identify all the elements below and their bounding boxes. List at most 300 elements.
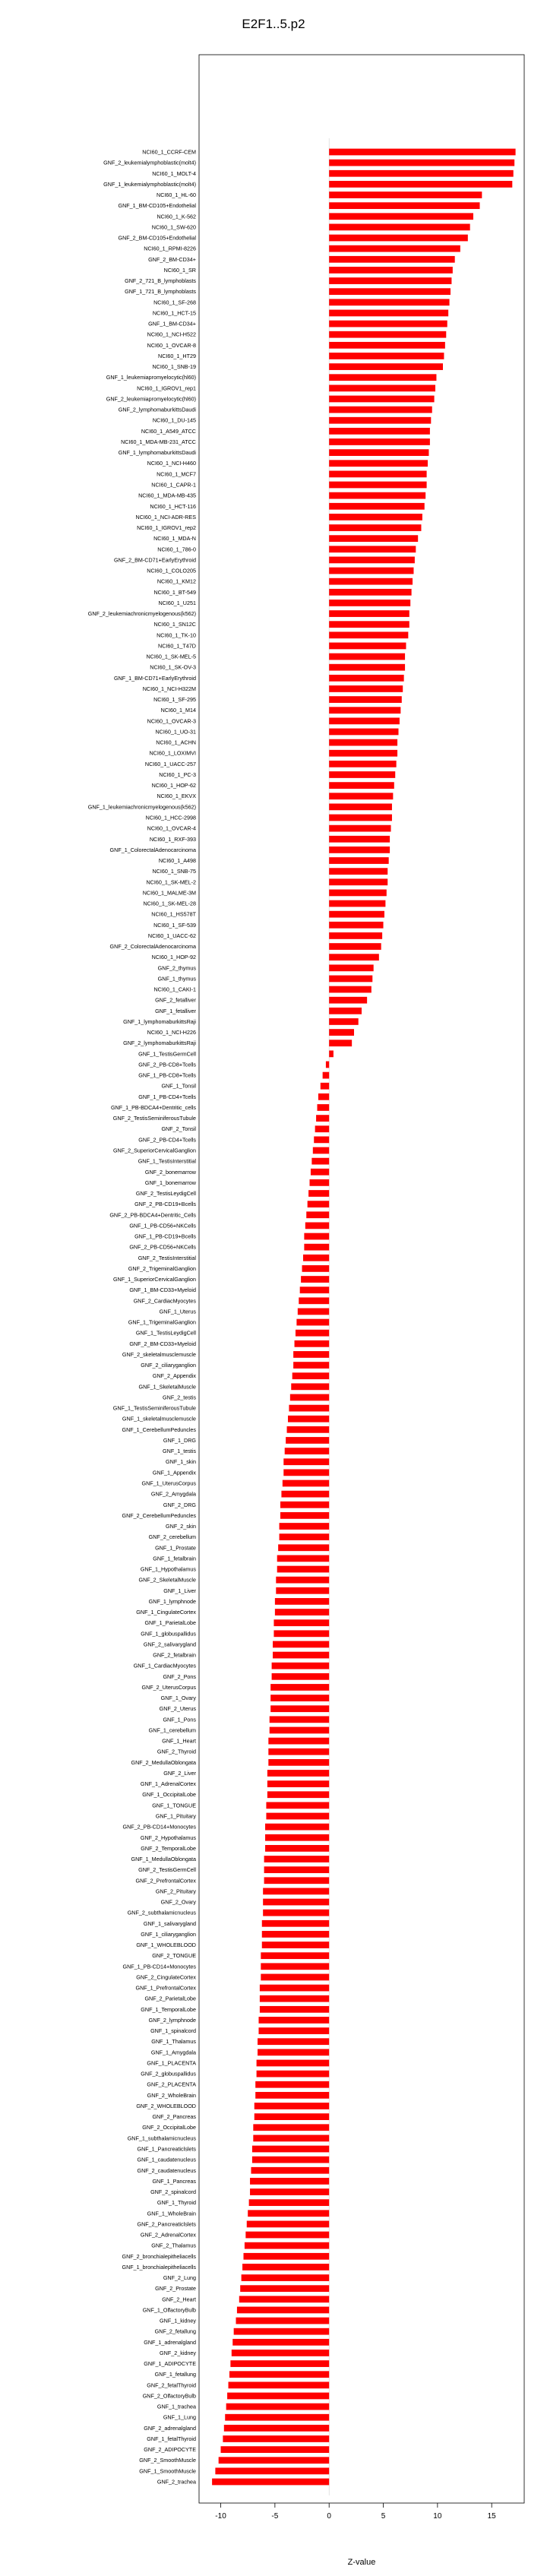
category-label-113: GNF_2_ciliaryganglion [141,1362,196,1369]
category-label-171: GNF_1_PrefrontalCortex [135,1984,196,1992]
bar-95 [311,1169,329,1176]
category-label-92: GNF_2_PB-CD4+Tcells [138,1136,196,1144]
category-label-74: GNF_2_ColorectalAdenocarcinoma [109,943,196,951]
category-label-82: NCI60_1_NCI-H226 [147,1029,196,1036]
category-label-40: NCI60_1_KM12 [157,578,196,585]
category-label-125: GNF_2_Amygdala [150,1490,196,1498]
bar-148 [268,1738,329,1745]
category-label-27: NCI60_1_MDA-MB-231_ATCC [121,438,196,445]
bar-2 [329,170,514,177]
category-label-195: GNF_2_Thalamus [151,2242,196,2249]
bar-17 [329,331,446,338]
category-label-211: GNF_1_Lung [163,2413,196,2421]
category-label-69: NCI60_1_MALME-3M [142,889,196,897]
bar-121 [285,1448,329,1454]
bar-12 [329,277,451,284]
category-label-159: GNF_1_MedullaOblongata [131,1856,196,1863]
category-label-6: NCI60_1_K-562 [157,213,196,220]
bar-177 [258,2049,329,2055]
category-label-165: GNF_1_salivarygland [143,1919,196,1927]
bar-13 [329,288,451,295]
bar-143 [270,1684,329,1691]
bar-74 [329,943,381,950]
category-label-64: NCI60_1_RXF-393 [149,835,196,843]
bar-92 [314,1136,329,1143]
bar-6 [329,213,473,220]
bar-180 [255,2081,329,2088]
category-label-49: GNF_1_BM-CD71+EarlyErythroid [113,674,196,682]
category-label-85: GNF_2_PB-CD8+Tcells [138,1061,196,1068]
bar-118 [288,1416,329,1422]
category-label-215: GNF_2_SmoothMuscle [139,2457,196,2464]
bar-114 [292,1372,330,1379]
bar-0 [329,149,515,156]
category-label-180: GNF_2_PLACENTA [147,2081,196,2088]
bar-115 [291,1383,329,1390]
bar-137 [274,1619,329,1626]
category-label-123: GNF_1_Appendix [152,1469,196,1476]
category-label-12: GNF_2_721_B_lymphoblasts [125,277,196,285]
bar-5 [329,202,479,209]
category-label-104: GNF_2_TrigeminalGanglion [128,1264,196,1272]
bar-104 [302,1265,330,1272]
bar-142 [272,1673,330,1680]
bar-97 [308,1190,329,1197]
bar-185 [253,2135,329,2141]
bar-170 [261,1974,329,1981]
bar-116 [290,1394,329,1401]
bar-29 [329,460,428,467]
bar-85 [326,1062,329,1068]
category-label-70: NCI60_1_SK-MEL-28 [143,900,196,907]
bar-58 [329,771,395,778]
bar-41 [329,589,411,596]
bar-99 [306,1211,329,1218]
bar-155 [266,1813,329,1820]
bar-152 [267,1780,329,1787]
bar-175 [258,2027,329,2034]
category-label-204: GNF_1_adrenalgland [144,2338,196,2346]
category-label-172: GNF_2_ParietalLobe [144,1995,196,2002]
category-label-95: GNF_2_bonemarrow [144,1168,196,1176]
bar-211 [225,2414,329,2421]
bar-162 [263,1888,329,1895]
bar-202 [236,2318,330,2324]
category-label-196: GNF_2_bronchialepitheliacells [122,2252,196,2260]
bar-10 [329,256,454,263]
bar-188 [251,2167,329,2174]
bar-208 [229,2381,330,2388]
category-label-187: GNF_1_caudatenucleus [137,2156,196,2163]
category-label-120: GNF_1_DRG [163,1436,196,1444]
category-label-97: GNF_2_TestisLeydigCell [135,1190,196,1198]
category-label-22: NCI60_1_IGROV1_rep1 [137,385,196,392]
category-label-48: NCI60_1_SK-OV-3 [150,663,196,671]
bar-195 [245,2242,329,2249]
category-label-28: GNF_1_lymphomaburkittsDaudi [118,449,196,457]
bar-159 [264,1856,330,1862]
category-label-193: GNF_2_Pancreaticlslets [137,2220,196,2228]
bar-157 [265,1834,329,1841]
category-label-137: GNF_1_ParietalLobe [144,1619,196,1627]
category-label-201: GNF_1_OlfactoryBulb [142,2306,196,2314]
bar-127 [280,1512,329,1519]
category-label-114: GNF_2_Appendix [152,1372,196,1380]
category-label-175: GNF_1_spinalcord [150,2027,196,2035]
bar-123 [283,1469,329,1476]
bar-109 [296,1319,329,1326]
bar-206 [230,2360,329,2367]
bar-205 [232,2350,329,2356]
bar-37 [329,546,416,552]
category-label-146: GNF_1_Pons [163,1716,196,1723]
category-label-127: GNF_2_CerebellumPeduncles [122,1511,196,1519]
bar-62 [329,815,392,821]
category-label-21: GNF_1_leukemiapromyelocytic(hl60) [106,374,196,381]
category-label-192: GNF_1_WholeBrain [147,2210,196,2217]
category-label-210: GNF_1_trachea [157,2403,196,2410]
x-tick-label-1: -5 [271,2512,279,2521]
bar-125 [281,1491,329,1498]
x-axis-label: Z-value [347,2558,376,2567]
category-label-198: GNF_2_Lung [163,2274,196,2282]
bar-90 [316,1115,329,1122]
category-label-78: NCI60_1_CAKI-1 [153,986,196,993]
category-label-214: GNF_2_ADIPOCYTE [144,2446,196,2454]
category-label-93: GNF_2_SuperiorCervicalGanglion [112,1147,196,1154]
bar-105 [301,1276,329,1283]
bar-71 [329,911,384,918]
category-label-80: GNF_1_fetalliver [155,1007,196,1014]
bar-75 [329,954,379,960]
bar-7 [329,224,470,231]
category-label-212: GNF_2_adrenalgland [144,2424,196,2432]
bar-63 [329,825,390,832]
bars-layer [212,138,515,2495]
category-label-167: GNF_1_WHOLEBLOOD [136,1941,196,1949]
category-label-151: GNF_2_Liver [163,1769,196,1777]
category-label-112: GNF_2_skeletalmusclemuscle [122,1350,196,1358]
bar-150 [268,1759,329,1766]
bar-45 [329,631,408,638]
bar-210 [226,2404,330,2410]
category-label-163: GNF_2_Ovary [160,1898,196,1906]
category-label-67: NCI60_1_SNB-75 [152,868,196,875]
category-label-71: NCI60_1_HS578T [151,910,196,918]
category-label-10: GNF_2_BM-CD34+ [148,255,196,263]
bar-158 [265,1845,329,1852]
category-label-58: NCI60_1_PC-3 [159,771,196,778]
bar-106 [300,1286,330,1293]
category-label-181: GNF_2_WholeBrain [147,2091,196,2099]
bar-209 [227,2393,329,2400]
bar-54 [329,729,398,736]
bar-132 [277,1566,329,1573]
category-label-36: NCI60_1_MDA-N [153,535,196,543]
category-label-23: GNF_2_leukemiapromyelocytic(hl60) [106,395,196,403]
bar-3 [329,181,512,188]
bar-111 [295,1340,330,1347]
category-label-184: GNF_2_OccipitalLobe [142,2124,196,2131]
bar-44 [329,621,409,628]
category-label-189: GNF_1_Pancreas [152,2177,196,2185]
category-label-174: GNF_2_lymphnode [148,2016,196,2024]
bar-53 [329,717,400,724]
bar-89 [318,1104,330,1111]
bar-102 [304,1244,329,1251]
category-label-109: GNF_1_TrigeminalGanglion [128,1318,196,1326]
category-label-149: GNF_2_Thyroid [157,1748,196,1755]
bar-81 [329,1018,359,1025]
bar-43 [329,610,409,617]
category-label-157: GNF_2_Hypothalamus [140,1834,196,1841]
category-label-168: GNF_2_TONGUE [152,1952,196,1960]
category-label-84: GNF_1_TestisGermCell [138,1050,196,1058]
bar-61 [329,803,392,810]
category-label-139: GNF_2_salivarygland [143,1641,196,1648]
bar-199 [240,2285,329,2292]
category-label-37: NCI60_1_786-0 [157,546,196,553]
bar-215 [219,2457,330,2464]
bar-113 [293,1362,329,1369]
bar-64 [329,836,390,843]
category-label-61: GNF_1_leukemiachronicmyelogenous(k562) [87,803,196,811]
category-label-3: GNF_1_leukemialymphoblastic(molt4) [103,180,196,188]
category-label-207: GNF_1_fetallung [154,2371,196,2378]
category-label-8: GNF_2_BM-CD105+Endothelial [118,234,196,242]
category-label-179: GNF_2_globuspallidus [141,2070,196,2078]
x-axis [215,2503,496,2521]
bar-56 [329,750,397,757]
bar-178 [257,2060,330,2067]
category-label-98: GNF_2_PB-CD19+Bcells [134,1201,196,1208]
category-label-62: NCI60_1_HCC-2998 [145,814,196,821]
category-label-177: GNF_1_Amygdala [150,2049,196,2056]
category-label-79: GNF_2_fetalliver [155,996,196,1004]
bar-76 [329,964,373,971]
bar-214 [221,2446,330,2453]
category-label-170: GNF_2_CingulateCortex [136,1973,196,1981]
bar-217 [212,2479,329,2486]
category-label-190: GNF_2_spinalcord [150,2188,196,2196]
category-label-105: GNF_1_SuperiorCervicalGanglion [112,1276,196,1283]
category-label-140: GNF_2_fetalbrain [153,1651,196,1659]
category-label-81: GNF_1_lymphomaburkittsRaji [123,1017,196,1025]
bar-86 [323,1072,330,1079]
x-tick-label-4: 10 [433,2512,442,2521]
bar-21 [329,374,436,381]
bar-176 [258,2038,329,2045]
bar-9 [329,245,460,252]
chart-title: E2F1..5.p2 [242,17,305,31]
bar-27 [329,438,430,445]
bar-196 [243,2253,329,2260]
category-label-150: GNF_2_MedullaOblongata [131,1758,196,1766]
bar-28 [329,449,428,456]
category-label-1: GNF_2_leukemialymphoblastic(molt4) [103,159,196,166]
bar-110 [296,1330,329,1337]
category-label-19: NCI60_1_HT29 [158,352,196,359]
bar-198 [242,2274,330,2281]
category-label-59: NCI60_1_HOP-62 [151,782,196,790]
category-label-183: GNF_2_Pancreas [152,2113,196,2121]
category-label-191: GNF_1_Thyroid [157,2199,196,2207]
category-label-133: GNF_2_SkeletalMuscle [138,1576,196,1584]
bar-84 [329,1050,334,1057]
category-label-173: GNF_1_TemporalLobe [141,2005,196,2013]
category-label-33: NCI60_1_HCT-116 [150,502,196,510]
bar-204 [232,2339,329,2346]
bar-70 [329,900,385,907]
bar-87 [321,1083,329,1090]
category-label-56: NCI60_1_LOXIMVI [149,749,196,757]
bar-8 [329,235,468,242]
category-label-15: NCI60_1_HCT-15 [152,309,196,317]
bar-73 [329,932,382,939]
category-label-65: GNF_1_ColorectalAdenocarcinoma [109,846,196,853]
bar-108 [298,1309,329,1315]
bar-68 [329,878,387,885]
bar-96 [310,1179,330,1186]
bar-193 [247,2221,329,2228]
category-label-128: GNF_2_skin [166,1523,196,1530]
bar-20 [329,363,443,370]
bar-201 [237,2307,329,2314]
bar-79 [329,997,367,1004]
category-label-17: NCI60_1_NCI-H522 [147,331,196,338]
category-label-121: GNF_1_testis [163,1448,196,1455]
category-label-75: NCI60_1_HOP-92 [151,954,196,961]
bar-140 [273,1652,329,1659]
category-label-96: GNF_1_bonemarrow [144,1179,196,1186]
bar-25 [329,417,431,424]
category-label-107: GNF_2_CardiacMyocytes [133,1297,196,1305]
category-label-88: GNF_1_PB-CD4+Tcells [138,1093,196,1100]
category-label-32: NCI60_1_MDA-MB-435 [138,492,196,499]
category-label-126: GNF_2_DRG [163,1501,196,1508]
bar-213 [223,2435,329,2442]
bar-52 [329,707,400,714]
category-label-87: GNF_1_Tonsil [161,1082,196,1090]
x-tick-label-3: 5 [381,2512,386,2521]
bar-128 [280,1523,330,1530]
category-label-110: GNF_1_TestisLeydigCell [135,1329,196,1337]
category-label-26: NCI60_1_A549_ATCC [141,427,196,435]
category-label-135: GNF_1_lymphnode [148,1597,196,1605]
category-label-43: GNF_2_leukemiachronicmyelogenous(k562) [87,610,196,618]
category-label-76: GNF_2_thymus [157,964,196,972]
bar-18 [329,342,445,349]
bar-33 [329,503,425,510]
bar-88 [318,1093,329,1100]
bar-138 [274,1630,329,1637]
bar-83 [329,1040,352,1046]
category-label-46: NCI60_1_T47D [158,642,196,650]
bar-77 [329,976,372,983]
bar-154 [266,1802,329,1809]
category-label-94: GNF_1_TestisInterstitial [138,1157,196,1165]
bar-133 [276,1577,329,1584]
category-label-147: GNF_1_cerebellum [148,1726,196,1734]
bar-4 [329,191,482,198]
category-label-34: NCI60_1_NCI-ADR-RES [135,513,196,521]
category-label-5: GNF_1_BM-CD105+Endothelial [118,202,196,210]
category-label-141: GNF_1_CardiacMyocytes [133,1662,196,1669]
bar-145 [270,1705,329,1712]
bar-186 [252,2146,329,2153]
x-tick-label-0: -10 [215,2512,226,2521]
category-label-99: GNF_2_PB-BDCA4+Dentritic_Cells [109,1211,196,1219]
bar-1 [329,160,514,166]
bar-216 [215,2467,329,2474]
category-label-24: GNF_2_lymphomaburkittsDaudi [118,406,196,413]
category-label-7: NCI60_1_SW-620 [151,223,196,231]
category-label-115: GNF_1_SkeletalMuscle [138,1383,196,1391]
bar-67 [329,868,387,875]
category-label-217: GNF_2_trachea [157,2478,196,2486]
bar-156 [265,1824,329,1831]
category-label-182: GNF_2_WHOLEBLOOD [136,2102,196,2109]
category-label-45: NCI60_1_TK-10 [157,631,196,639]
category-label-145: GNF_2_Uterus [159,1705,196,1713]
bar-15 [329,310,448,317]
category-label-197: GNF_1_bronchialepitheliacells [122,2263,196,2271]
bar-31 [329,482,426,489]
bar-168 [261,1952,329,1959]
category-label-9: NCI60_1_RPMI-8226 [144,245,196,252]
bar-16 [329,321,447,328]
category-label-4: NCI60_1_HL-60 [157,191,196,199]
bar-182 [255,2103,329,2109]
category-label-52: NCI60_1_M14 [160,707,196,714]
bar-130 [278,1544,329,1551]
bar-72 [329,922,383,929]
bar-131 [277,1555,329,1562]
bar-47 [329,653,405,660]
bar-14 [329,299,449,305]
category-label-138: GNF_1_globuspallidus [141,1630,196,1638]
bar-187 [252,2157,329,2163]
x-tick-label-5: 15 [487,2512,496,2521]
category-label-144: GNF_1_Ovary [160,1695,196,1702]
category-label-50: NCI60_1_NCI-H322M [142,685,196,692]
bar-38 [329,557,415,564]
bar-194 [245,2232,329,2239]
category-label-185: GNF_1_subthalamicnucleus [127,2135,196,2142]
bar-30 [329,470,426,477]
category-label-91: GNF_2_Tonsil [161,1125,196,1133]
bar-147 [270,1727,329,1734]
bar-11 [329,267,453,274]
bar-36 [329,535,418,542]
bar-23 [329,396,434,403]
bar-48 [329,664,405,671]
category-label-117: GNF_1_TestisSeminiferousTubule [112,1404,196,1412]
category-label-25: NCI60_1_DU-145 [152,416,196,424]
bar-32 [329,492,425,499]
category-label-0: NCI60_1_CCRF-CEM [142,148,196,156]
bar-184 [253,2124,329,2131]
category-label-83: GNF_2_lymphomaburkittsRaji [123,1040,196,1047]
category-label-16: GNF_1_BM-CD34+ [148,320,196,328]
bar-57 [329,761,396,767]
category-label-131: GNF_1_fetalbrain [153,1555,196,1562]
bar-212 [224,2425,329,2432]
category-label-116: GNF_2_testis [163,1394,196,1401]
bar-39 [329,568,413,574]
category-label-73: NCI60_1_UACC-62 [147,932,196,939]
bar-26 [329,428,430,435]
